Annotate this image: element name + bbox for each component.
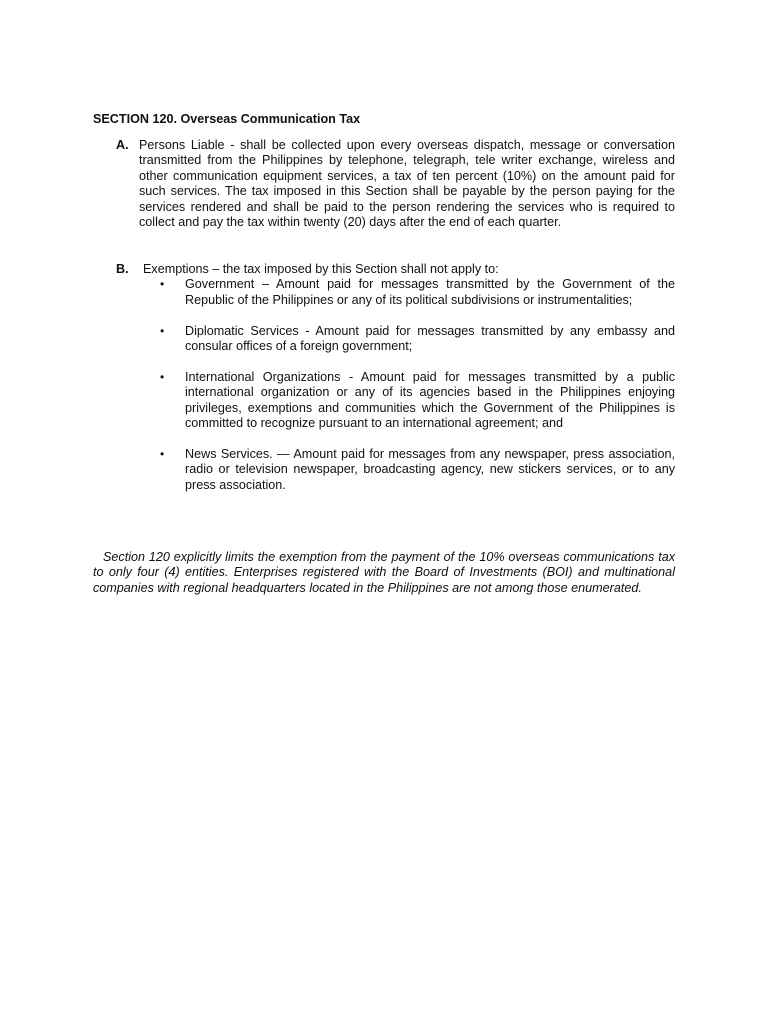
item-b-letter: B. <box>116 262 129 276</box>
exemption-item-government <box>160 277 675 308</box>
exemption-item-international <box>160 369 675 432</box>
item-b <box>116 262 676 508</box>
bullet-icon: • <box>160 446 165 461</box>
exemption-item-news <box>160 446 675 493</box>
exemption-item-diplomatic <box>160 323 675 355</box>
exemption-text: International Organizations - Amount paid for messages transmitted by a public international organization or any of its agencies based in the Philippines enjoying privileges, exemptions and communities which the Government of the Philippines is committed to recognize pursuant to an international agreement; and <box>185 369 675 431</box>
item-a-letter: A. <box>116 138 129 152</box>
item-a <box>116 138 676 230</box>
exemptions-list <box>116 277 676 493</box>
bullet-icon: • <box>160 277 165 292</box>
exemption-text: News Services. — Amount paid for messages from any newspaper, press association, radio or television newspaper, broadcasting agency, new stickers services, or to any press association. <box>185 446 675 492</box>
item-a-text: Persons Liable - shall be collected upon every overseas dispatch, message or conversation transmitted from the Philippines by telephone, telegraph, tele writer exchange, wireless and other communication equipment services, a tax of ten percent (10%) on the amount paid for such services. The tax imposed in this Section shall be payable by the person paying for the services rendered and shall be paid to the person rendering the services who is required to collect and pay the tax within twenty (20) days after the end of each quarter. <box>139 138 675 230</box>
bullet-icon: • <box>160 369 165 384</box>
section-heading: SECTION 120. Overseas Communication Tax <box>93 112 361 126</box>
summary-paragraph: Section 120 explicitly limits the exemption from the payment of the 10% overseas communications tax to only four (4) entities. Enterprises registered with the Board of Investments (BOI) and multinational companies with regional headquarters located in the Philippines are not among those enumerated. <box>93 550 675 595</box>
item-b-intro: Exemptions – the tax imposed by this Section shall not apply to: <box>143 262 499 276</box>
exemption-text: Government – Amount paid for messages transmitted by the Government of the Republic of the Philippines or any of its political subdivisions or instrumentalities; <box>185 277 675 307</box>
bullet-icon: • <box>160 323 165 338</box>
exemption-text: Diplomatic Services - Amount paid for messages transmitted by any embassy and consular offices of a foreign government; <box>185 323 675 354</box>
